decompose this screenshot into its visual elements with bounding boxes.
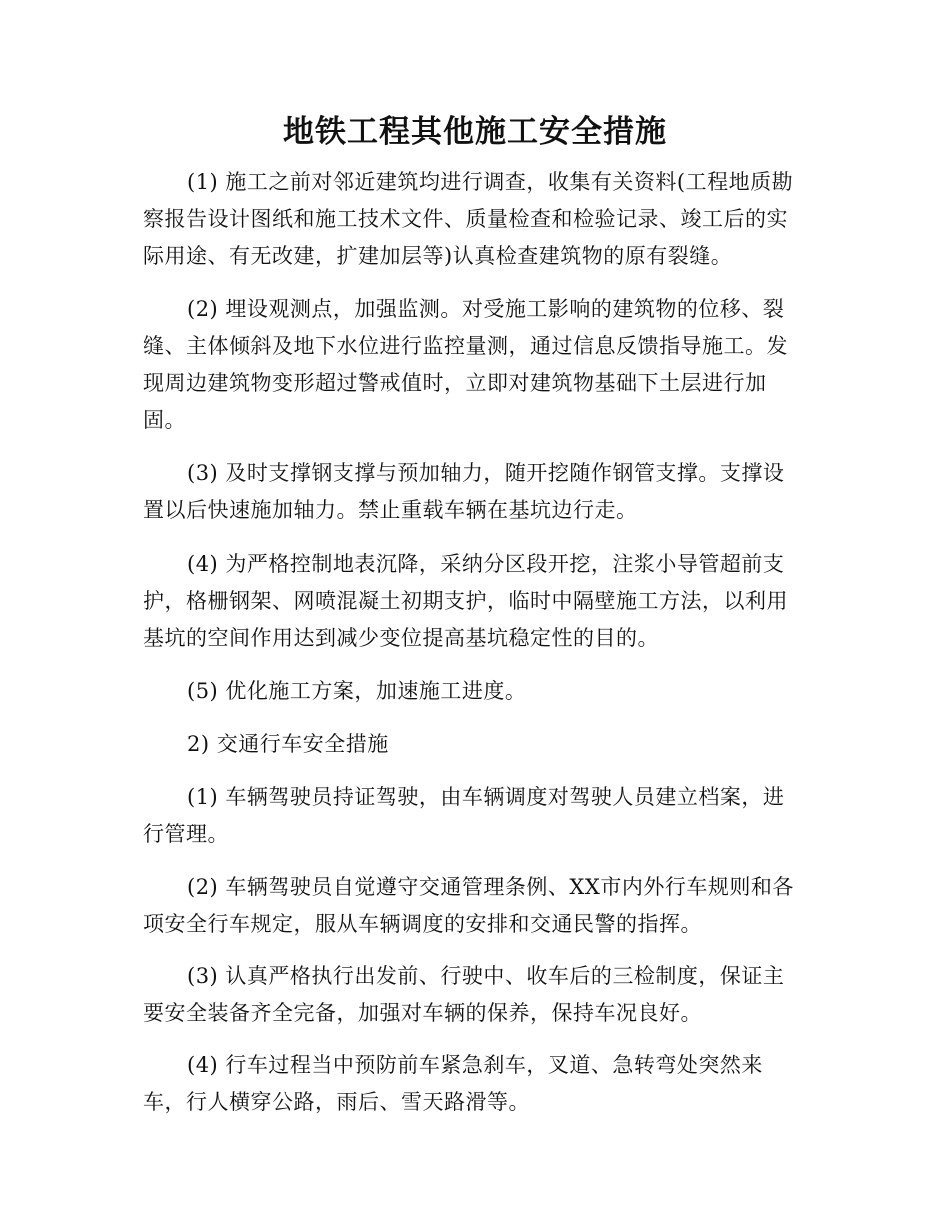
document-title: 地铁工程其他施工安全措施 [283,114,667,150]
paragraph-3: (3) 及时支撑钢支撑与预加轴力，随开挖随作钢管支撑。支撑设置以后快速施加轴力。禁止重载车辆在基坑边行走。 [143,461,785,522]
paragraph-9: (3) 认真严格执行出发前、行驶中、收车后的三检制度，保证主要安全装备齐全完备，加强对车辆的保养，保持车况良好。 [143,964,785,1025]
paragraph-10: (4) 行车过程当中预防前车紧急刹车，叉道、急转弯处突然来车，行人横穿公路，雨后、雪天路滑等。 [143,1053,763,1114]
paragraph-2: (2) 埋设观测点，加强监测。对受施工影响的建筑物的位移、裂缝、主体倾斜及地下水位进行监控量测，通过信息反馈指导施工。发现周边建筑物变形超过警戒值时，立即对建筑物基础下土层进行加固。 [143,297,788,432]
section-heading-traffic-safety: 2) 交通行车安全措施 [187,732,389,756]
paragraph-8: (2) 车辆驾驶员自觉遵守交通管理条例、XX市内外行车规则和各项安全行车规定，服从车辆调度的安排和交通民警的指挥。 [143,875,794,936]
paragraph-5: (5) 优化施工方案，加速施工进度。 [187,679,527,703]
paragraph-4: (4) 为严格控制地表沉降，采纳分区段开挖，注浆小导管超前支护，格栅钢架、网喷混凝土初期支护，临时中隔壁施工方法，以利用基坑的空间作用达到减少变位提高基坑稳定性的目的。 [143,552,788,650]
paragraph-1: (1) 施工之前对邻近建筑均进行调查，收集有关资料(工程地质勘察报告设计图纸和施工技术文件、质量检查和检验记录、竣工后的实际用途、有无改建，扩建加层等)认真检查建筑物的原有裂缝。 [143,170,794,268]
paragraph-7: (1) 车辆驾驶员持证驾驶，由车辆调度对驾驶人员建立档案，进行管理。 [143,785,785,846]
